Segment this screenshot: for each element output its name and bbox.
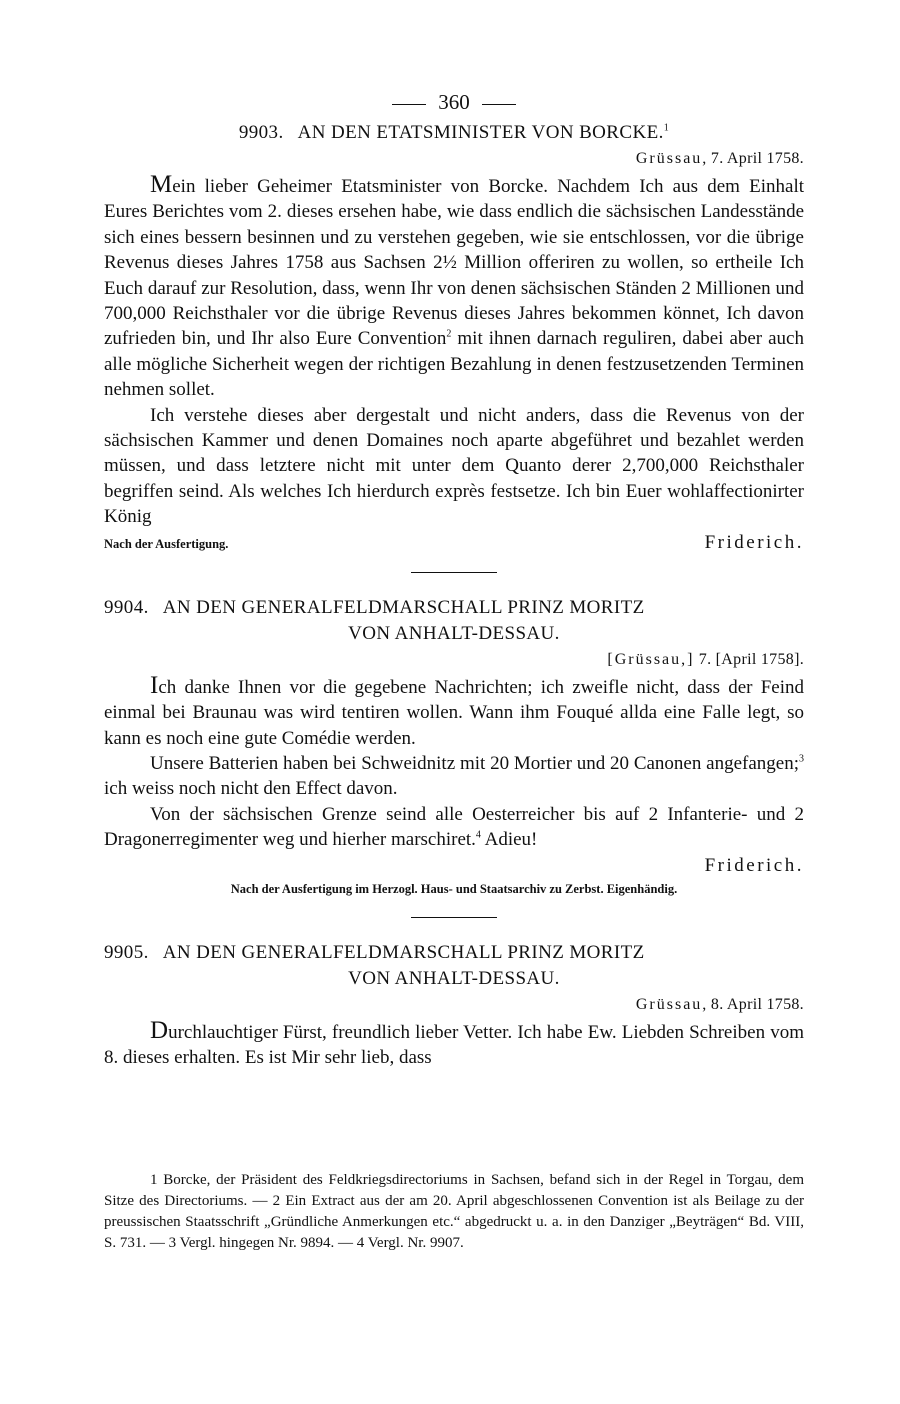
paragraph-text: Unsere Batterien haben bei Schweidnitz mit 20 Mortier und 20 Canonen angefangen; xyxy=(150,752,799,774)
paragraph-text: ein lieber Geheimer Etatsminister von Borcke. Nachdem Ich aus dem Einhalt Eures Berichtes vom 2. dieses ersehen habe, wie dass endlich die sächsischen Landesstände sich eines bessern besinnen und zu verstehen gegeben, wie sie entschlossen, vor die übrige Revenus dieses Jahres 1758 aus Sachsen 2½ Million offeriren zu wollen, so ertheile Ich Euch darauf zur Resolution, dass, wenn Ihr von denen sächsischen Ständen 2 Millionen und 700,000 Reichsthaler vor die übrige Revenus dieses Jahres bekommen könnet, Ich davon zufrieden bin, und Ihr also Eure Convention xyxy=(104,176,804,350)
paragraph-text-cont: mit ihnen darnach reguliren, dabei aber auch alle mögliche Sicherheit wegen der richtigen Bezahlung in denen festzusetzenden Terminen nehmen sollet. xyxy=(104,328,804,401)
paragraph-text-cont: Adieu! xyxy=(480,829,538,851)
signature: Friderich. xyxy=(704,531,804,553)
section-divider xyxy=(411,917,497,918)
source-note: Nach der Ausfertigung. xyxy=(104,536,229,551)
source-note: Nach der Ausfertigung im Herzogl. Haus- und Staatsarchiv zu Zerbst. Eigenhändig. xyxy=(230,881,678,896)
letter-9904-dateline xyxy=(104,647,804,673)
letter-9904-paragraph-2 xyxy=(104,751,804,802)
footnote-ref: 4 xyxy=(475,829,481,841)
paragraph-text: urchlauchtiger Fürst, freundlich lieber Vetter. Ich habe Ew. Liebden Schreiben vom 8. dieses erhalten. Es ist Mir sehr lieb, dass xyxy=(104,1021,804,1068)
dash-right xyxy=(482,104,516,105)
letter-9904-paragraph-3 xyxy=(104,802,804,853)
dateline-place: [Grüssau,] xyxy=(607,650,695,668)
paragraph-text: Ich verstehe dieses aber dergestalt und nicht anders, dass die Revenus von der sächsischen Kammer und denen Domaines noch aparte abgeführet und bezahlet werden müssen, und dass letztere nicht mit unter dem Quanto derer 2,700,000 Reichsthaler begriffen seind. Als welches Ich hierdurch exprès festsetze. Ich bin Euer wohlaffectionirter König xyxy=(104,404,804,528)
letter-9903-closing xyxy=(104,532,804,554)
letter-title: AN DEN ETATSMINISTER VON BORCKE. xyxy=(297,122,664,143)
letter-number: 9905. xyxy=(104,941,149,963)
footnote-ref: 2 xyxy=(446,329,452,341)
letter-9903-heading xyxy=(104,120,804,146)
footnote-text: 1 Borcke, der Präsident des Feldkriegsdirectoriums in Sachsen, befand sich in der Regel in Torgau, dem Sitze des Directoriums. — 2 Ein Extract aus der am 20. April abgeschlossenen Convention ist als Beilage zu der preussischen Staatsschrift „Gründliche Anmerkungen etc.“ abgedruckt u. a. in den Danziger „Beyträgen“ Bd. VIII, S. 731. — 3 Vergl. hingegen Nr. 9894. — 4 Vergl. Nr. 9907. xyxy=(104,1172,804,1251)
letter-9905-heading xyxy=(104,940,804,992)
dash-left xyxy=(392,104,426,105)
initial-letter: I xyxy=(150,671,159,699)
letter-number: 9903. xyxy=(238,122,284,143)
letter-number: 9904. xyxy=(104,596,149,618)
initial-letter: D xyxy=(150,1016,169,1044)
signature: Friderich. xyxy=(704,854,804,876)
letter-9903-dateline xyxy=(104,146,804,172)
dateline-place: Grüssau xyxy=(635,995,703,1013)
dateline-date: , 7. April 1758. xyxy=(702,150,804,167)
page xyxy=(104,88,804,1070)
paragraph-text-cont: ich weiss noch nicht den Effect davon. xyxy=(104,778,398,800)
footnote-ref: 1 xyxy=(663,122,670,134)
letter-title-line2: VON ANHALT-DESSAU. xyxy=(348,622,560,644)
dateline-date: 7. [April 1758]. xyxy=(694,650,804,668)
letter-9903-paragraph-2 xyxy=(104,403,804,530)
letter-9905-paragraph-1 xyxy=(104,1018,804,1071)
page-number-line xyxy=(104,88,804,116)
section-divider xyxy=(411,572,497,573)
letter-9903-paragraph-1 xyxy=(104,172,804,403)
letter-9905-dateline xyxy=(104,992,804,1018)
letter-9904-paragraph-1 xyxy=(104,673,804,751)
paragraph-text: ch danke Ihnen vor die gegebene Nachrichten; ich zweifle nicht, dass der Feind einmal bei Braunau was wird tentiren wollen. Wann ihm Fouqué allda eine Falle legt, so kann es noch eine gute Comédie werden. xyxy=(104,676,804,749)
footnotes xyxy=(104,1170,804,1254)
page-number: 360 xyxy=(438,90,470,114)
dateline-date: , 8. April 1758. xyxy=(702,995,804,1013)
paragraph-text: Von der sächsischen Grenze seind alle Oesterreicher bis auf 2 Infanterie- und 2 Dragonerregimenter weg und hierher marschiret. xyxy=(104,803,804,851)
dateline-place: Grüssau xyxy=(635,150,703,167)
letter-9904-heading xyxy=(104,595,804,647)
letter-title-line2: VON ANHALT-DESSAU. xyxy=(348,967,560,989)
letter-title-line1: AN DEN GENERALFELDMARSCHALL PRINZ MORITZ xyxy=(162,596,645,618)
initial-letter: M xyxy=(150,171,173,198)
footnote-ref: 3 xyxy=(799,753,804,765)
letter-title-line1: AN DEN GENERALFELDMARSCHALL PRINZ MORITZ xyxy=(162,941,645,963)
